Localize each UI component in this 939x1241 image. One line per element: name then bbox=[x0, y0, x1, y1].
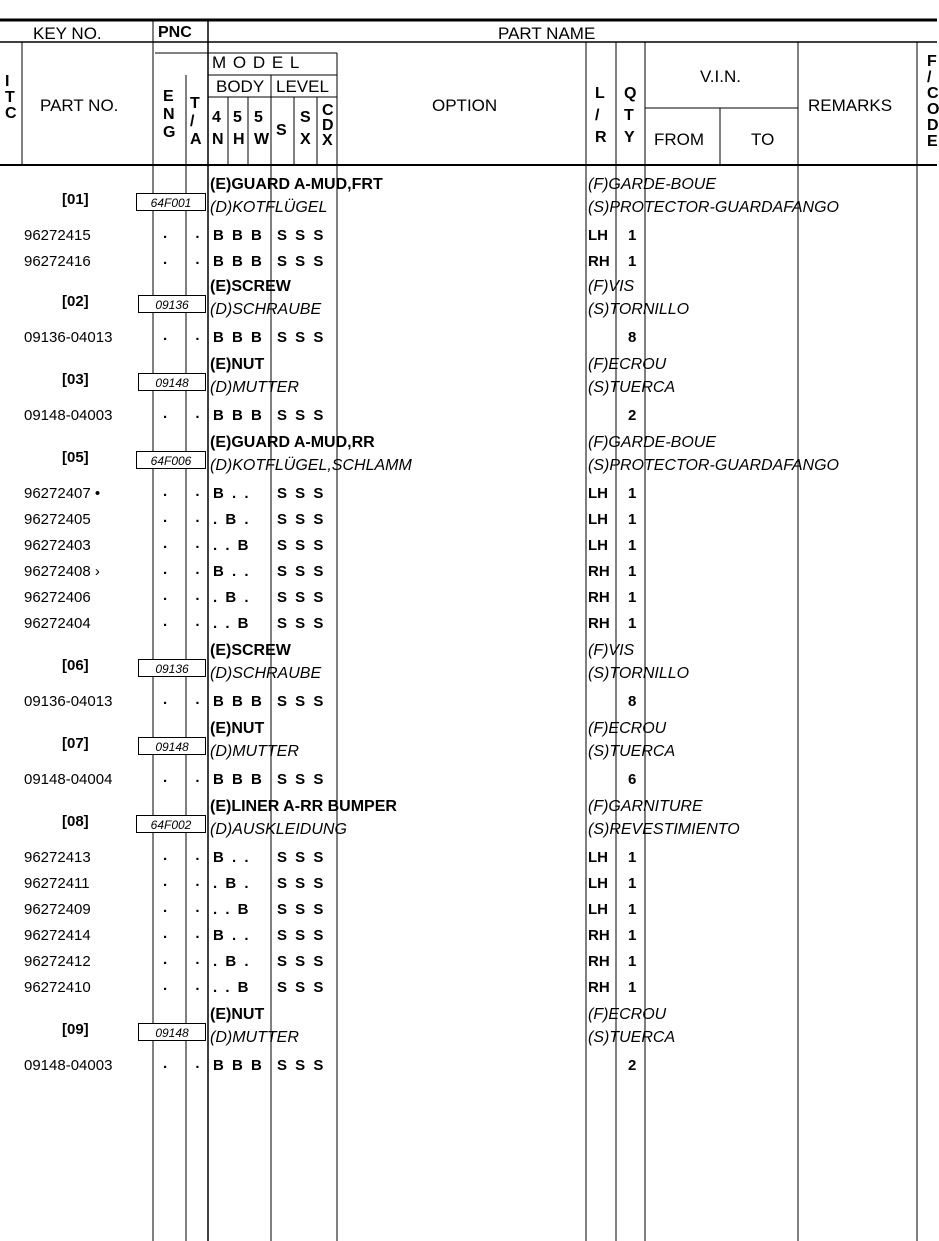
option-header: OPTION bbox=[432, 96, 498, 115]
eng-ta-marks: . . bbox=[163, 225, 212, 242]
spanish-description: (S)TUERCA bbox=[588, 379, 676, 396]
body-col-header: 4 bbox=[212, 109, 221, 126]
fcode-header: / bbox=[927, 69, 932, 86]
english-description: (E)LINER A-RR BUMPER bbox=[210, 798, 397, 815]
body-applicability: B B B bbox=[213, 1057, 264, 1074]
level-applicability: S S S bbox=[277, 615, 326, 632]
body-applicability: B B B bbox=[213, 771, 264, 788]
itc-header: C bbox=[5, 105, 17, 122]
quantity: 1 bbox=[628, 849, 637, 866]
level-applicability: S S S bbox=[277, 979, 326, 996]
eng-ta-marks: . . bbox=[163, 691, 212, 708]
quantity: 1 bbox=[628, 227, 637, 244]
body-applicability: B B B bbox=[213, 253, 264, 270]
english-description: (E)GUARD A-MUD,RR bbox=[210, 434, 375, 451]
body-header: BODY bbox=[216, 77, 265, 96]
key-number: [07] bbox=[62, 735, 89, 752]
quantity: 2 bbox=[628, 407, 637, 424]
body-col-header: 5 bbox=[233, 109, 242, 126]
body-col-header: H bbox=[233, 131, 245, 148]
english-description: (E)SCREW bbox=[210, 642, 291, 659]
eng-ta-marks: . . bbox=[163, 873, 212, 890]
part-number: 96272406 bbox=[24, 589, 91, 606]
body-applicability: . . B bbox=[213, 979, 251, 996]
quantity: 1 bbox=[628, 953, 637, 970]
quantity: 1 bbox=[628, 253, 637, 270]
itc-header: T bbox=[5, 89, 15, 106]
fcode-header: C bbox=[927, 85, 939, 102]
level-col-header: X bbox=[300, 131, 311, 148]
quantity: 1 bbox=[628, 979, 637, 996]
french-description: (F)VIS bbox=[588, 278, 635, 295]
remarks-header: REMARKS bbox=[808, 96, 893, 115]
part-number: 09148-04003 bbox=[24, 1057, 113, 1074]
key-number: [06] bbox=[62, 657, 89, 674]
eng-ta-marks: . . bbox=[163, 251, 212, 268]
quantity: 1 bbox=[628, 537, 637, 554]
level-applicability: S S S bbox=[277, 407, 326, 424]
french-description: (F)GARDE-BOUE bbox=[588, 434, 716, 451]
body-applicability: . B . bbox=[213, 875, 251, 892]
part-number: 96272416 bbox=[24, 253, 91, 270]
body-applicability: B B B bbox=[213, 693, 264, 710]
english-description: (E)NUT bbox=[210, 1006, 265, 1023]
eng-ta-marks: . . bbox=[163, 509, 212, 526]
part-number: 96272413 bbox=[24, 849, 91, 866]
level-col-header: X bbox=[322, 132, 333, 149]
eng-ta-marks: . . bbox=[163, 925, 212, 942]
level-applicability: S S S bbox=[277, 771, 326, 788]
part-number: 96272412 bbox=[24, 953, 91, 970]
part-number: 96272403 bbox=[24, 537, 91, 554]
lr-side: RH bbox=[588, 589, 610, 606]
level-applicability: S S S bbox=[277, 953, 326, 970]
level-applicability: S S S bbox=[277, 253, 326, 270]
eng-ta-marks: . . bbox=[163, 847, 212, 864]
spanish-description: (S)TUERCA bbox=[588, 743, 676, 760]
body-applicability: B . . bbox=[213, 849, 251, 866]
level-applicability: S S S bbox=[277, 537, 326, 554]
qty-header: T bbox=[624, 107, 634, 124]
lr-header: / bbox=[595, 107, 600, 124]
lr-side: LH bbox=[588, 875, 608, 892]
body-col-header: W bbox=[254, 131, 270, 148]
body-applicability: B . . bbox=[213, 927, 251, 944]
german-description: (D)KOTFLÜGEL bbox=[210, 199, 328, 216]
english-description: (E)GUARD A-MUD,FRT bbox=[210, 176, 383, 193]
quantity: 1 bbox=[628, 901, 637, 918]
pnc-code-box: 64F002 bbox=[136, 815, 206, 833]
part-number: 09136-04013 bbox=[24, 329, 113, 346]
key-number: [01] bbox=[62, 191, 89, 208]
to-header: TO bbox=[751, 130, 775, 149]
lr-side: LH bbox=[588, 227, 608, 244]
part-number: 09136-04013 bbox=[24, 693, 113, 710]
spanish-description: (S)REVESTIMIENTO bbox=[588, 821, 740, 838]
english-description: (E)SCREW bbox=[210, 278, 291, 295]
level-applicability: S S S bbox=[277, 227, 326, 244]
level-header: LEVEL bbox=[276, 77, 329, 96]
pnc-code-box: 64F006 bbox=[136, 451, 206, 469]
eng-header: G bbox=[163, 124, 176, 141]
quantity: 1 bbox=[628, 615, 637, 632]
body-col-header: N bbox=[212, 131, 224, 148]
key-number: [03] bbox=[62, 371, 89, 388]
level-applicability: S S S bbox=[277, 563, 326, 580]
part-number: 96272405 bbox=[24, 511, 91, 528]
level-applicability: S S S bbox=[277, 693, 326, 710]
spanish-description: (S)PROTECTOR-GUARDAFANGO bbox=[588, 199, 839, 216]
lr-side: LH bbox=[588, 901, 608, 918]
eng-ta-marks: . . bbox=[163, 613, 212, 630]
eng-ta-marks: . . bbox=[163, 405, 212, 422]
key-number: [02] bbox=[62, 293, 89, 310]
qty-header: Q bbox=[624, 85, 637, 102]
level-applicability: S S S bbox=[277, 511, 326, 528]
part-number: 09148-04004 bbox=[24, 771, 113, 788]
level-col-header: D bbox=[322, 117, 334, 134]
key-no-header: KEY NO. bbox=[33, 24, 102, 43]
lr-side: LH bbox=[588, 849, 608, 866]
german-description: (D)SCHRAUBE bbox=[210, 301, 322, 318]
german-description: (D)MUTTER bbox=[210, 1029, 299, 1046]
key-number: [09] bbox=[62, 1021, 89, 1038]
quantity: 1 bbox=[628, 511, 637, 528]
part-number: 96272404 bbox=[24, 615, 91, 632]
fcode-header: O bbox=[927, 101, 939, 118]
eng-ta-marks: . . bbox=[163, 327, 212, 344]
spanish-description: (S)PROTECTOR-GUARDAFANGO bbox=[588, 457, 839, 474]
spanish-description: (S)TUERCA bbox=[588, 1029, 676, 1046]
body-applicability: . . B bbox=[213, 901, 251, 918]
key-number: [05] bbox=[62, 449, 89, 466]
itc-header: I bbox=[5, 73, 10, 90]
qty-header: Y bbox=[624, 129, 635, 146]
eng-ta-marks: . . bbox=[163, 483, 212, 500]
eng-ta-marks: . . bbox=[163, 951, 212, 968]
body-applicability: B B B bbox=[213, 227, 264, 244]
level-applicability: S S S bbox=[277, 329, 326, 346]
level-applicability: S S S bbox=[277, 927, 326, 944]
level-col-header: C bbox=[322, 102, 334, 119]
french-description: (F)ECROU bbox=[588, 1006, 667, 1023]
part-number: 09148-04003 bbox=[24, 407, 113, 424]
lr-side: LH bbox=[588, 485, 608, 502]
german-description: (D)SCHRAUBE bbox=[210, 665, 322, 682]
german-description: (D)KOTFLÜGEL,SCHLAMM bbox=[210, 457, 412, 474]
german-description: (D)AUSKLEIDUNG bbox=[210, 821, 347, 838]
quantity: 1 bbox=[628, 485, 637, 502]
lr-side: RH bbox=[588, 979, 610, 996]
spanish-description: (S)TORNILLO bbox=[588, 665, 690, 682]
part-number: 96272414 bbox=[24, 927, 91, 944]
part-number: 96272407 • bbox=[24, 485, 101, 502]
quantity: 1 bbox=[628, 927, 637, 944]
pnc-code-box: 09136 bbox=[138, 295, 206, 313]
level-applicability: S S S bbox=[277, 849, 326, 866]
level-col-header: S bbox=[276, 122, 287, 139]
eng-ta-marks: . . bbox=[163, 561, 212, 578]
english-description: (E)NUT bbox=[210, 720, 265, 737]
body-applicability: B B B bbox=[213, 329, 264, 346]
lr-side: LH bbox=[588, 511, 608, 528]
english-description: (E)NUT bbox=[210, 356, 265, 373]
lr-header: L bbox=[595, 85, 605, 102]
quantity: 8 bbox=[628, 693, 637, 710]
body-col-header: 5 bbox=[254, 109, 263, 126]
part-name-header: PART NAME bbox=[498, 24, 596, 43]
eng-ta-marks: . . bbox=[163, 977, 212, 994]
pnc-code-box: 09136 bbox=[138, 659, 206, 677]
french-description: (F)VIS bbox=[588, 642, 635, 659]
french-description: (F)ECROU bbox=[588, 720, 667, 737]
fcode-header: D bbox=[927, 117, 939, 134]
pnc-code-box: 09148 bbox=[138, 373, 206, 391]
level-applicability: S S S bbox=[277, 875, 326, 892]
part-number: 96272409 bbox=[24, 901, 91, 918]
lr-side: RH bbox=[588, 615, 610, 632]
german-description: (D)MUTTER bbox=[210, 743, 299, 760]
eng-ta-marks: . . bbox=[163, 769, 212, 786]
spanish-description: (S)TORNILLO bbox=[588, 301, 690, 318]
body-applicability: . . B bbox=[213, 615, 251, 632]
part-number: 96272410 bbox=[24, 979, 91, 996]
vin-header: V.I.N. bbox=[700, 67, 741, 86]
lr-side: RH bbox=[588, 253, 610, 270]
fcode-header: F bbox=[927, 53, 937, 70]
french-description: (F)GARDE-BOUE bbox=[588, 176, 716, 193]
eng-header: N bbox=[163, 106, 175, 123]
pnc-header: PNC bbox=[158, 24, 192, 41]
pnc-code-box: 09148 bbox=[138, 737, 206, 755]
fcode-header: E bbox=[927, 133, 938, 150]
level-applicability: S S S bbox=[277, 589, 326, 606]
lr-side: RH bbox=[588, 927, 610, 944]
quantity: 1 bbox=[628, 875, 637, 892]
body-applicability: B . . bbox=[213, 563, 251, 580]
lr-side: LH bbox=[588, 537, 608, 554]
eng-ta-marks: . . bbox=[163, 899, 212, 916]
eng-ta-marks: . . bbox=[163, 587, 212, 604]
part-number: 96272411 bbox=[24, 875, 90, 892]
eng-header: E bbox=[163, 88, 174, 105]
body-applicability: . B . bbox=[213, 511, 251, 528]
model-header: M O D E L bbox=[212, 53, 301, 72]
body-applicability: . B . bbox=[213, 953, 251, 970]
body-applicability: B . . bbox=[213, 485, 251, 502]
part-no-header: PART NO. bbox=[40, 96, 119, 115]
lr-header: R bbox=[595, 129, 607, 146]
from-header: FROM bbox=[654, 130, 705, 149]
eng-ta-marks: . . bbox=[163, 1055, 212, 1072]
pnc-code-box: 09148 bbox=[138, 1023, 206, 1041]
eng-ta-marks: . . bbox=[163, 535, 212, 552]
level-applicability: S S S bbox=[277, 1057, 326, 1074]
french-description: (F)ECROU bbox=[588, 356, 667, 373]
quantity: 8 bbox=[628, 329, 637, 346]
key-number: [08] bbox=[62, 813, 89, 830]
ta-header: / bbox=[190, 113, 195, 130]
body-applicability: . . B bbox=[213, 537, 251, 554]
level-col-header: S bbox=[300, 109, 311, 126]
french-description: (F)GARNITURE bbox=[588, 798, 703, 815]
german-description: (D)MUTTER bbox=[210, 379, 299, 396]
pnc-code-box: 64F001 bbox=[136, 193, 206, 211]
quantity: 2 bbox=[628, 1057, 637, 1074]
part-number: 96272415 bbox=[24, 227, 91, 244]
quantity: 1 bbox=[628, 563, 637, 580]
ta-header: T bbox=[190, 95, 200, 112]
body-applicability: . B . bbox=[213, 589, 251, 606]
part-number: 96272408 › bbox=[24, 563, 100, 580]
ta-header: A bbox=[190, 131, 202, 148]
quantity: 1 bbox=[628, 589, 637, 606]
quantity: 6 bbox=[628, 771, 637, 788]
lr-side: RH bbox=[588, 563, 610, 580]
level-applicability: S S S bbox=[277, 901, 326, 918]
level-applicability: S S S bbox=[277, 485, 326, 502]
body-applicability: B B B bbox=[213, 407, 264, 424]
lr-side: RH bbox=[588, 953, 610, 970]
